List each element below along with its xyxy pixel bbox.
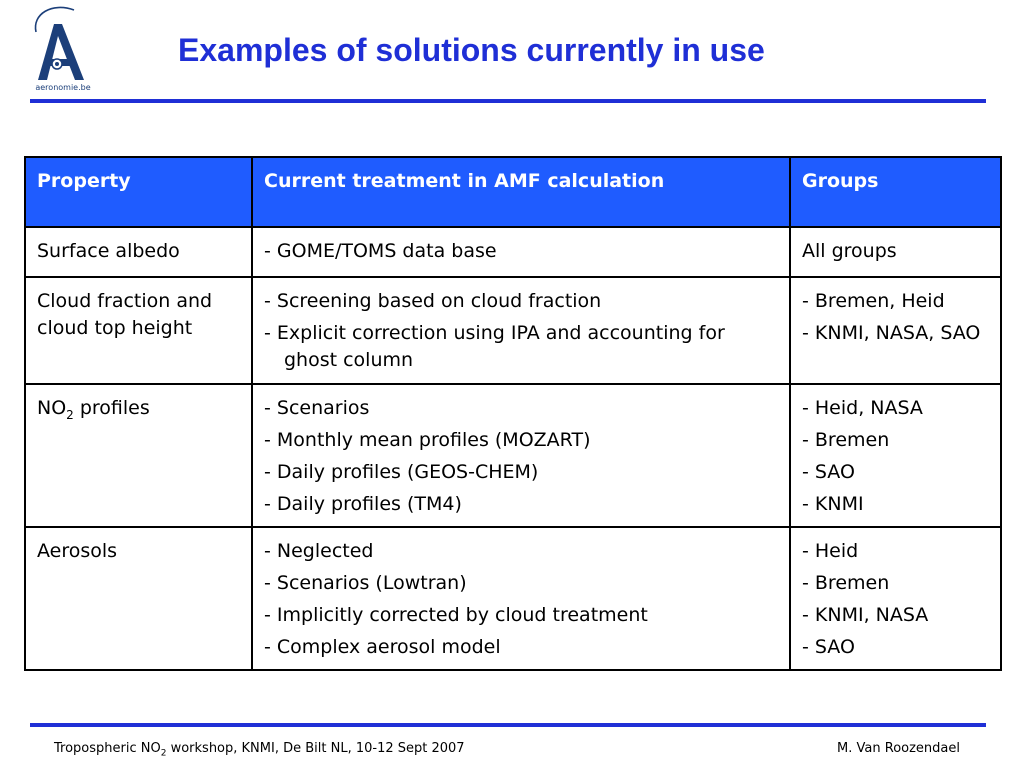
groups-cell [790, 527, 1001, 670]
treatment-item: - GOME/TOMS data base [264, 240, 497, 262]
table-row [25, 277, 1001, 384]
header-property: Property [25, 157, 252, 227]
property-no2-suffix: profiles [73, 397, 150, 419]
footer-event-prefix: Tropospheric NO [54, 741, 161, 756]
groups-item: - SAO [802, 636, 855, 658]
aeronomie-a-icon [30, 4, 96, 84]
treatment-cell [252, 277, 790, 384]
treatment-item: - Explicit correction using IPA and accounting for ghost column [264, 322, 725, 371]
property-no2-prefix: NO [37, 397, 67, 419]
header-treatment: Current treatment in AMF calculation [252, 157, 790, 227]
groups-cell [790, 384, 1001, 527]
logo-text: aeronomie.be [35, 83, 91, 92]
table-row [25, 227, 1001, 277]
groups-cell [790, 227, 1001, 277]
groups-item: - Bremen [802, 429, 890, 451]
groups-cell [790, 277, 1001, 384]
property-no2-subscript: 2 [66, 407, 74, 422]
treatment-item: - Monthly mean profiles (MOZART) [264, 429, 591, 451]
groups-item: All groups [802, 240, 897, 262]
title-divider [30, 99, 986, 103]
groups-item: - Bremen, Heid [802, 290, 945, 312]
treatment-cell [252, 384, 790, 527]
treatment-cell [252, 227, 790, 277]
footer-event [54, 741, 465, 759]
footer-event-subscript: 2 [160, 748, 167, 759]
footer-event-suffix: workshop, KNMI, De Bilt NL, 10-12 Sept 2007 [166, 741, 465, 756]
treatment-item: - Scenarios (Lowtran) [264, 572, 467, 594]
groups-item: - SAO [802, 461, 855, 483]
groups-item: - KNMI, NASA, SAO [802, 322, 981, 344]
groups-item: - Heid, NASA [802, 397, 923, 419]
slide-title: Examples of solutions currently in use [178, 32, 765, 68]
property-cell [25, 384, 252, 527]
treatment-item: - Complex aerosol model [264, 636, 501, 658]
aeronomie-logo [30, 4, 96, 92]
treatment-cell [252, 527, 790, 670]
solutions-table [24, 156, 1002, 671]
property-cell: Surface albedo [25, 227, 252, 277]
treatment-item: - Neglected [264, 540, 374, 562]
treatment-item: - Daily profiles (TM4) [264, 493, 462, 515]
footer-divider [30, 723, 986, 727]
treatment-item: - Scenarios [264, 397, 370, 419]
property-cell: Cloud fraction and cloud top height [25, 277, 252, 384]
treatment-item: - Daily profiles (GEOS-CHEM) [264, 461, 539, 483]
groups-item: - KNMI, NASA [802, 604, 929, 626]
property-cell: Aerosols [25, 527, 252, 670]
treatment-item: - Screening based on cloud fraction [264, 290, 602, 312]
header-groups: Groups [790, 157, 1001, 227]
treatment-item: - Implicitly corrected by cloud treatment [264, 604, 648, 626]
groups-item: - KNMI [802, 493, 864, 515]
table-row [25, 384, 1001, 527]
groups-item: - Heid [802, 540, 859, 562]
groups-item: - Bremen [802, 572, 890, 594]
table-header-row [25, 157, 1001, 227]
footer-author: M. Van Roozendael [837, 741, 960, 756]
table-row [25, 527, 1001, 670]
